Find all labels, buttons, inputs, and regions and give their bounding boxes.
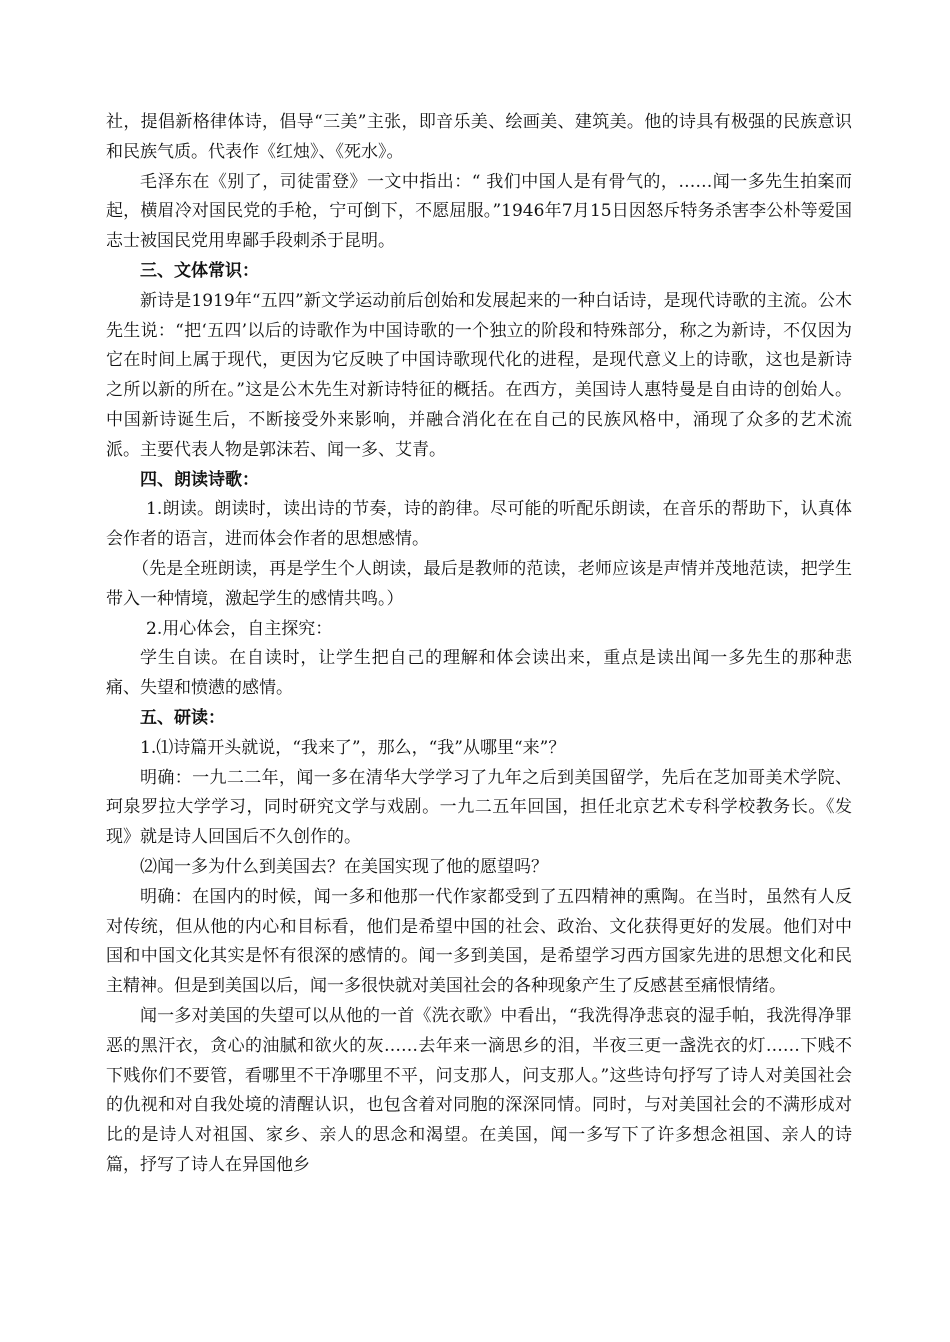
question-1-1: 1.⑴诗篇开头就说，“我来了”，那么，“我”从哪里“来”？ [140,737,566,758]
paragraph-reading-step-1: 1.朗读。朗读时，读出诗的节奏，诗的韵律。尽可能的听配乐朗读，在音乐的帮助下，认真体会作者的语言，进而体会作者的思想感情。 [106,499,852,550]
section-heading-genre: 三、文体常识： [140,260,259,281]
paragraph-self-reading: 学生自读。在自读时，让学生把自己的理解和体会读出来，重点是读出闻一多先生的那种悲痛、失望和愤懑的感情。 [106,648,852,699]
document-page [106,108,852,1181]
question-1-2: ⑵闻一多为什么到美国去？在美国实现了他的愿望吗？ [140,856,548,877]
paragraph-reading-note: （先是全班朗读，再是学生个人朗读，最后是教师的范读，老师应该是声情并茂地范读，把学生带入一种情境，激起学生的感情共鸣。） [106,558,852,609]
paragraph-new-poetry: 新诗是1919年“五四”新文学运动前后创始和发展起来的一种白话诗，是现代诗歌的主流。公木先生说：“把‘五四’以后的诗歌作为中国诗歌的一个独立的阶段和特殊部分，称之为新诗，不仅因为它在时间上属于现代，更因为它反映了中国诗歌现代化的进程，是现代意义上的诗歌，这也是新诗之所以新的所在。”这是公木先生对新诗特征的概括。在西方，美国诗人惠特曼是自由诗的创始人。中国新诗诞生后，不断接受外来影响，并融合消化在在自己的民族风格中，涌现了众多的艺术流派。主要代表人物是郭沫若、闻一多、艾青。 [106,290,852,460]
paragraph-intro-continuation: 社，提倡新格律体诗，倡导“三美”主张，即音乐美、绘画美、建筑美。他的诗具有极强的民族意识和民族气质。代表作《红烛》、《死水》。 [106,112,852,162]
section-heading-study: 五、研读： [140,707,225,728]
answer-1-1: 明确：一九二二年，闻一多在清华大学学习了九年之后到美国留学，先后在芝加哥美术学院、珂泉罗拉大学学习，同时研究文学与戏剧。一九二五年回国，担任北京艺术专科学校教务长。《发现》就是诗人回国后不久创作的。 [106,767,852,848]
paragraph-mao-quote: 毛泽东在《别了，司徒雷登》一文中指出：“ 我们中国人是有骨气的，……闻一多先生拍案而起，横眉冷对国民党的手枪，宁可倒下，不愿屈服。”1946年7月15日因怒斥特务杀害李公朴等爱国志士被国民党用卑鄙手段刺杀于昆明。 [106,171,852,252]
paragraph-laundry-song: 闻一多对美国的失望可以从他的一首《洗衣歌》中看出，“我洗得净悲哀的湿手帕，我洗得净罪恶的黑汗衣，贪心的油腻和欲火的灰……去年来一滴思乡的泪，半夜三更一盏洗衣的灯……下贱不下贱你们不要管，看哪里不干净哪里不平，问支那人，问支那人。”这些诗句抒写了诗人对美国社会的仇视和对自我处境的清醒认识，也包含着对同胞的深深同情。同时，与对美国社会的不满形成对比的是诗人对祖国、家乡、亲人的思念和渴望。在美国，闻一多写下了许多想念祖国、亲人的诗篇，抒写了诗人在异国他乡 [106,1005,852,1175]
answer-1-2: 明确：在国内的时候，闻一多和他那一代作家都受到了五四精神的熏陶。在当时，虽然有人反对传统，但从他的内心和目标看，他们是希望中国的社会、政治、文化获得更好的发展。他们对中国和中国文化其实是怀有很深的感情的。闻一多到美国，是希望学习西方国家先进的思想文化和民主精神。但是到美国以后，闻一多很快就对美国社会的各种现象产生了反感甚至痛恨情绪。 [106,886,852,997]
paragraph-reading-step-2: 2.用心体会，自主探究： [146,618,333,639]
section-heading-reading: 四、朗读诗歌： [140,469,259,490]
